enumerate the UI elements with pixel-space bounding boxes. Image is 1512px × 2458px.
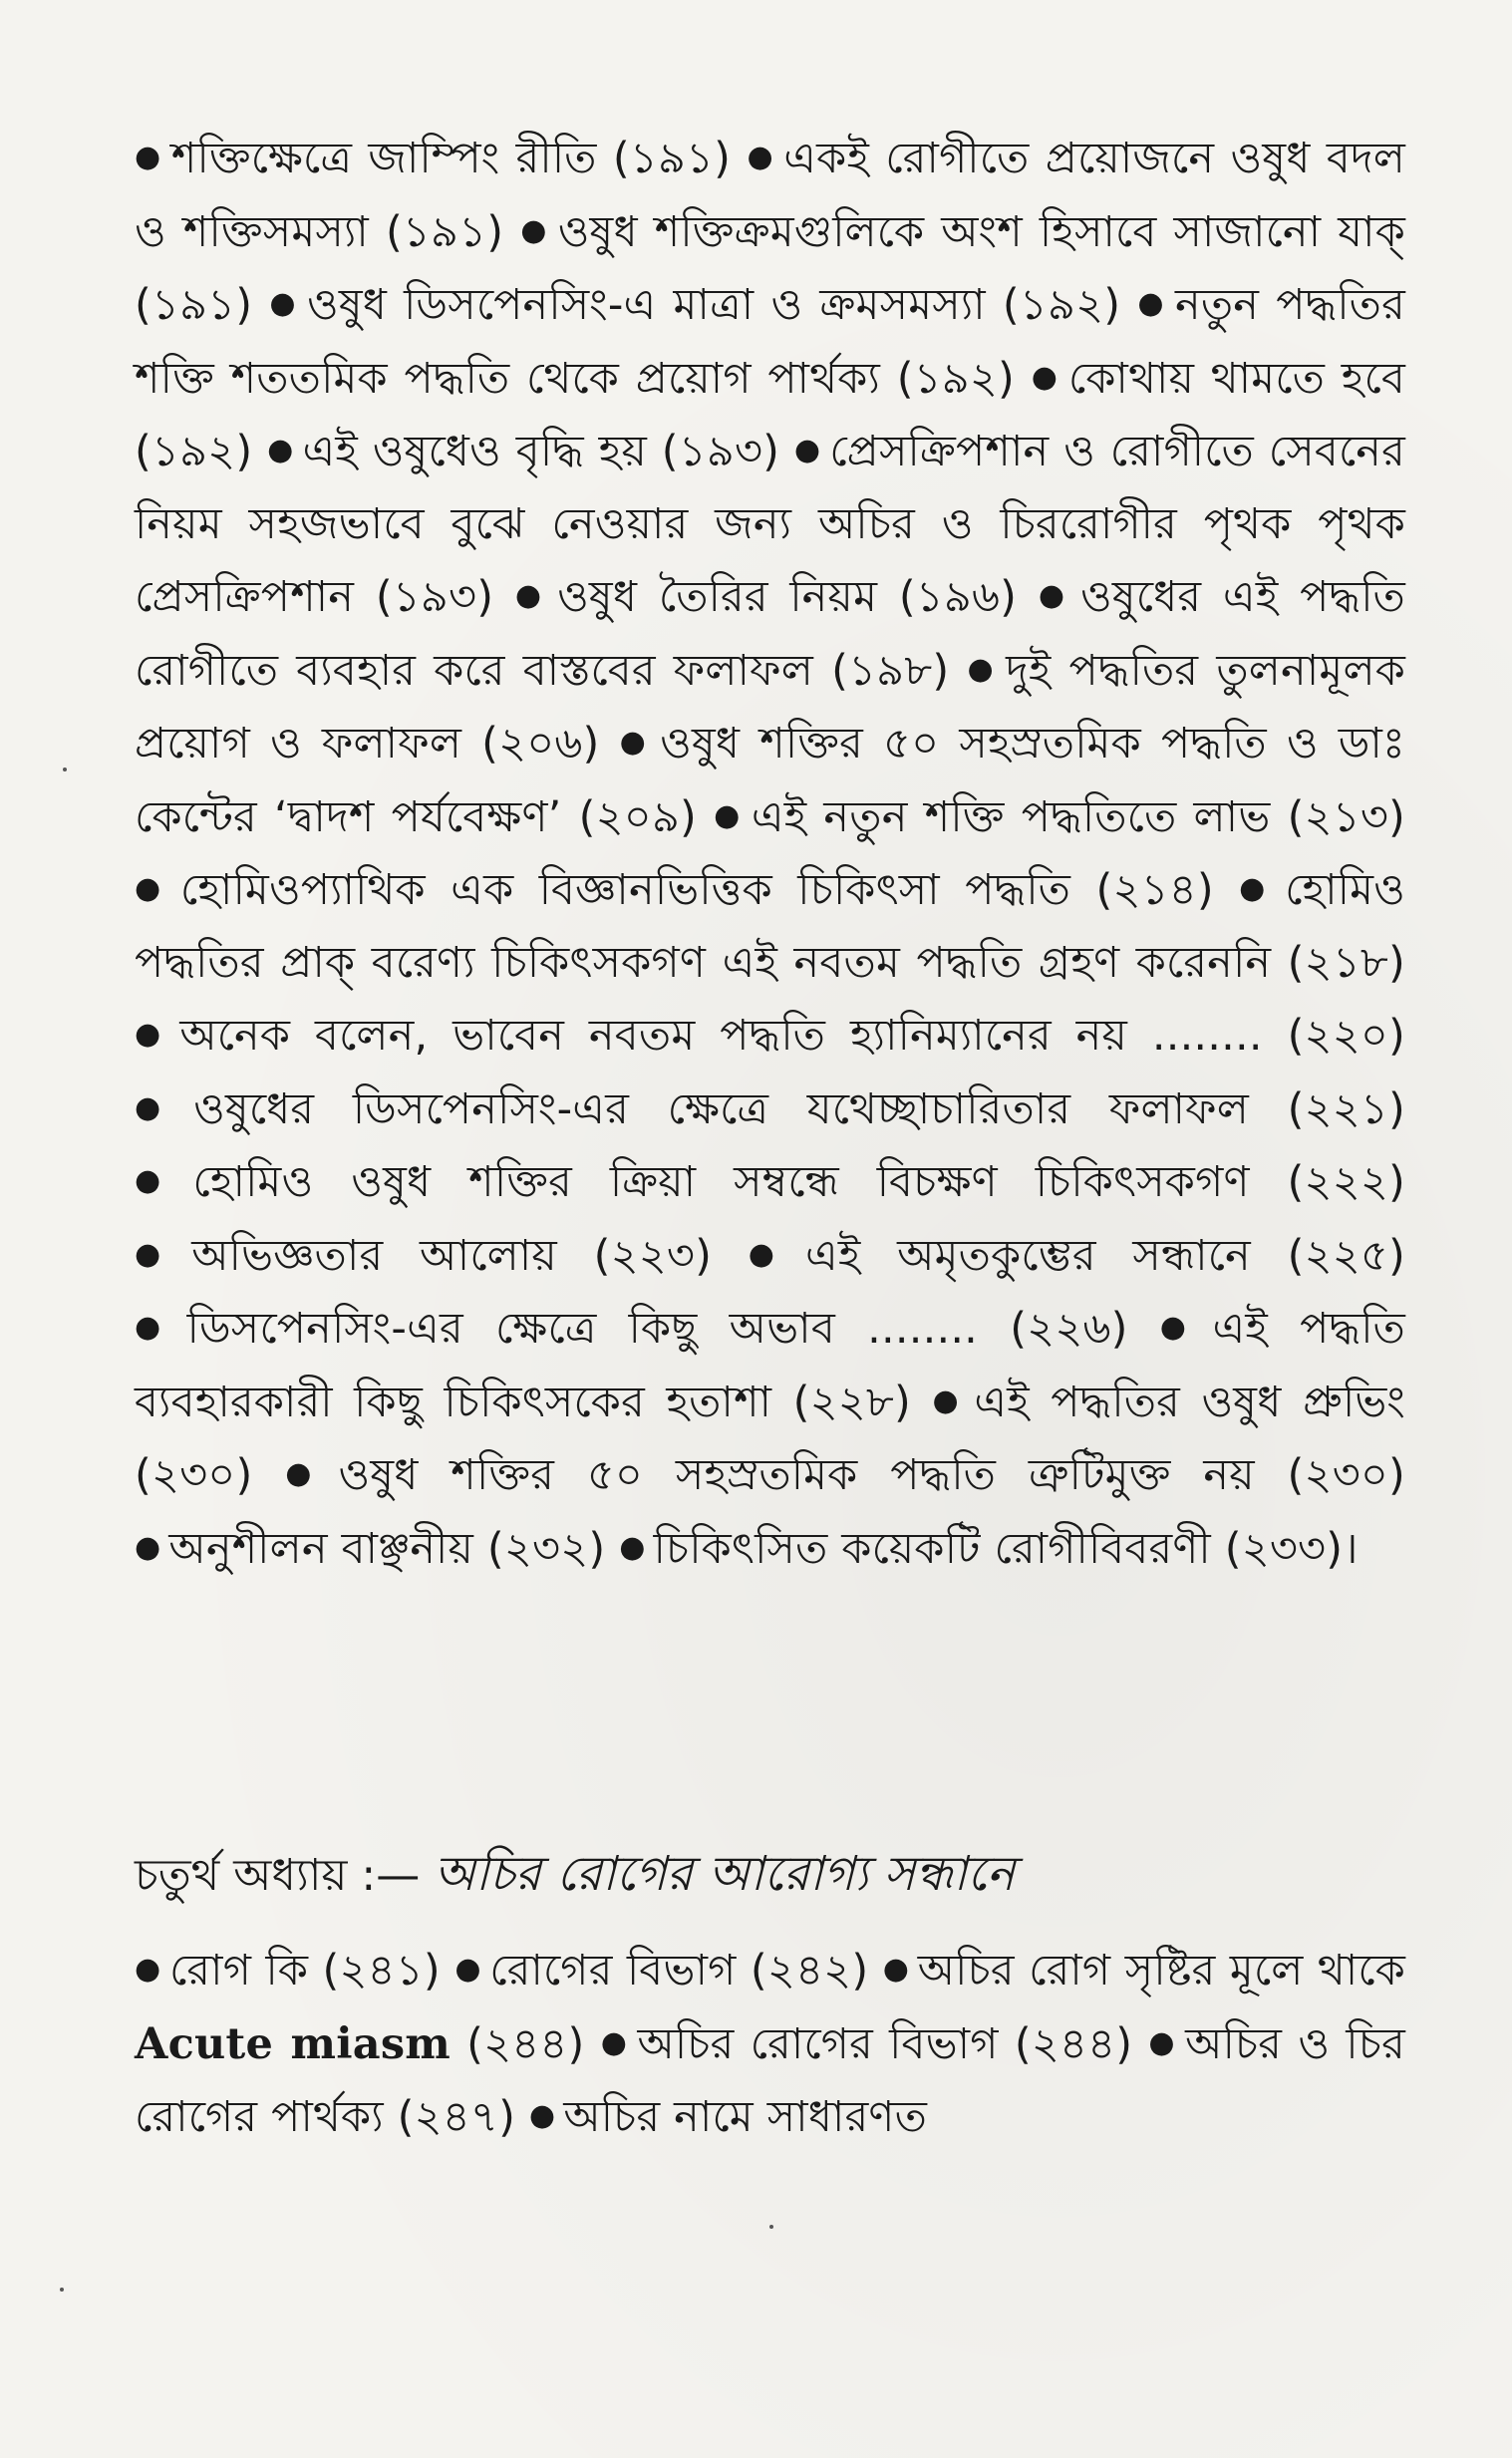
contents-entry: অচির ও চির রোগের পার্থক্য (২৪৭): [135, 2018, 1405, 2142]
contents-entry: অনেক বলেন, ভাবেন নবতম পদ্ধতি হ্যানিম্যানের নয় ........ (২২০): [179, 1011, 1405, 1061]
chapter-label: চতুর্থ অধ্যায় :—: [135, 1850, 435, 1901]
contents-entry: অচির রোগের বিভাগ (২৪৪): [637, 2018, 1133, 2069]
bullet-icon: ●: [1137, 286, 1167, 321]
bullet-icon: ●: [135, 1529, 161, 1565]
contents-entry: ডিসপেনসিং-এর ক্ষেত্রে কিছু অভাব ........ (২২৬): [186, 1304, 1128, 1354]
contents-entry: হোমিওপ্যাথিক এক বিজ্ঞানভিত্তিক চিকিৎসা পদ্ধতি (২১৪): [179, 865, 1214, 915]
contents-entry: শক্তিক্ষেত্রে জাম্পিং রীতি (১৯১): [170, 134, 732, 183]
bullet-icon: ●: [135, 1310, 179, 1345]
paper-speck: [60, 2288, 64, 2292]
bullet-icon: ●: [747, 140, 776, 174]
contents-entry: অনুশীলন বাঞ্ছনীয় (২৩২): [168, 1523, 606, 1574]
bullet-icon: ●: [619, 1529, 646, 1565]
contents-entry: দুই পদ্ধতির তুলনামূলক প্রয়োগ ও ফলাফল (২০৬): [135, 645, 1405, 768]
bullet-icon: ●: [135, 1089, 186, 1125]
contents-entry: ওষুধ ডিসপেনসিং-এ মাত্রা ও ক্রমসমস্যা (১৯২): [306, 280, 1121, 330]
bullet-icon: ●: [528, 2098, 556, 2133]
bullet-icon: ●: [748, 1236, 797, 1272]
bullet-icon: ●: [135, 140, 163, 174]
bullet-icon: ●: [932, 1383, 967, 1418]
bullet-icon: ●: [1239, 871, 1278, 906]
contents-entry: ওষুধের ডিসপেনসিং-এর ক্ষেত্রে যথেচ্ছাচারিতার ফলাফল (২২১): [193, 1083, 1405, 1134]
bullet-icon: ●: [135, 871, 172, 906]
bullet-icon: ●: [454, 1952, 482, 1987]
contents-entry: হোমিও ওষুধ শক্তির ক্রিয়া সম্বন্ধে বিচক্ষণ চিকিৎসকগণ (২২২): [192, 1157, 1405, 1207]
bullet-icon: ●: [135, 1236, 184, 1272]
contents-entry: এই ওষুধেও বৃদ্ধি হয় (১৯৩): [302, 427, 780, 476]
chapter-heading: [135, 1838, 1405, 1912]
bullet-icon: ●: [1148, 2024, 1178, 2060]
contents-entry: এই নতুন শক্তি পদ্ধতিতে লাভ (২১৩): [751, 791, 1405, 842]
contents-entry: চিকিৎসিত কয়েকটি রোগীবিবরণী (২৩৩)।: [653, 1523, 1359, 1574]
contents-entry: প্রেসক্রিপশান ও রোগীতে সেবনের নিয়ম সহজভাবে বুঝে নেওয়ার জন্য অচির ও চিররোগীর পৃথক পৃথক প্রেসক্রিপশান (১৯৩): [135, 427, 1405, 622]
contents-entry: অচির রোগ সৃষ্টির মূলে থাকে: [917, 1946, 1405, 1996]
bullet-icon: ●: [267, 433, 295, 467]
bullet-icon: ●: [1031, 359, 1060, 395]
latin-term: Acute miasm: [135, 2018, 451, 2069]
bullet-icon: ●: [1038, 578, 1073, 613]
contents-entry-page: (২৪৪): [450, 2018, 585, 2069]
contents-entry: এই পদ্ধতির ওষুধ প্রুভিং (২৩০): [135, 1377, 1405, 1500]
contents-entry: রোগ কি (২৪১): [168, 1946, 441, 1996]
bullet-icon: ●: [269, 286, 299, 321]
contents-entry: ওষুধ শক্তিক্রমগুলিকে অংশ হিসাবে সাজানো যাক্ (১৯১): [135, 206, 1405, 330]
contents-paragraph-1: [135, 122, 1405, 1585]
contents-entry: এই অমৃতকুম্ভের সন্ধানে (২২৫): [804, 1230, 1405, 1281]
bullet-icon: ●: [135, 1952, 161, 1987]
bullet-icon: ●: [285, 1456, 331, 1491]
contents-paragraph-2: [135, 1934, 1405, 2154]
contents-entry: একই রোগীতে প্রয়োজনে ওষুধ বদল ও শক্তিসমস্যা (১৯১): [135, 134, 1405, 257]
contents-entry: কোথায় থামতে হবে (১৯২): [135, 353, 1405, 476]
bullet-icon: ●: [793, 433, 822, 467]
contents-entry: অভিজ্ঞতার আলোয় (২২৩): [191, 1230, 713, 1281]
bullet-icon: ●: [619, 725, 653, 760]
bullet-icon: ●: [135, 1163, 185, 1198]
bullet-icon: ●: [714, 797, 744, 833]
paper-speck: [63, 768, 67, 771]
bullet-icon: ●: [514, 578, 550, 613]
contents-entry: হোমিও পদ্ধতির প্রাক্ বরেণ্য চিকিৎসকগণ এই নবতম পদ্ধতি গ্রহণ করেননি (২১৮): [135, 865, 1405, 988]
contents-entry: এই পদ্ধতি ব্যবহারকারী কিছু চিকিৎসকের হতাশা (২২৮): [135, 1304, 1405, 1427]
bullet-icon: ●: [520, 212, 550, 248]
contents-entry: রোগের বিভাগ (২৪২): [489, 1946, 869, 1996]
bullet-icon: ●: [1159, 1310, 1205, 1345]
contents-entry: ওষুধ শক্তির ৫০ সহস্রতমিক পদ্ধতি ত্রুটিমুক্ত নয় (২৩০): [338, 1450, 1405, 1500]
contents-entry: নতুন পদ্ধতির শক্তি শততমিক পদ্ধতি থেকে প্রয়োগ পার্থক্য (১৯২): [135, 280, 1405, 404]
chapter-title: অচির রোগের আরোগ্য সন্ধানে: [434, 1846, 1016, 1902]
paper-speck: [769, 2225, 773, 2229]
contents-entry: ওষুধ তৈরির নিয়ম (১৯৬): [557, 572, 1018, 622]
bullet-icon: ●: [882, 1952, 910, 1987]
contents-entry: অচির নামে সাধারণত: [563, 2092, 928, 2142]
bullet-icon: ●: [600, 2024, 630, 2060]
bullet-icon: ●: [135, 1017, 172, 1052]
contents-entry: ওষুধ শক্তির ৫০ সহস্রতমিক পদ্ধতি ও ডাঃ কেন্টের ‘দ্বাদশ পর্যবেক্ষণ’ (২০৯): [135, 719, 1406, 842]
bullet-icon: ●: [967, 651, 999, 687]
contents-entry: ওষুধের এই পদ্ধতি রোগীতে ব্যবহার করে বাস্তবের ফলাফল (১৯৮): [135, 572, 1405, 696]
